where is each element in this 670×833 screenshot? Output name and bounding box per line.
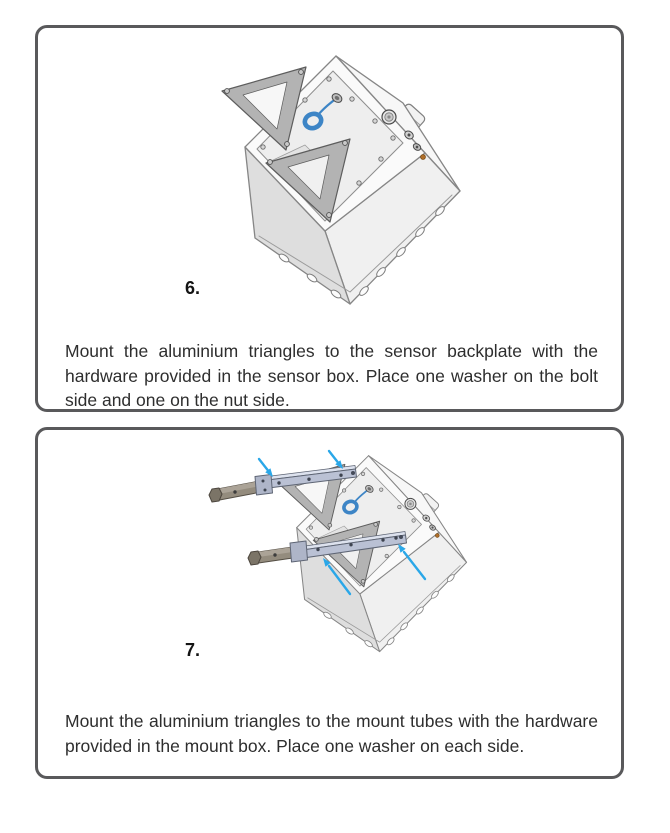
sensor-tubes-illustration (183, 443, 483, 658)
step-number: 7. (185, 640, 201, 660)
direction-arrow-icon (259, 459, 273, 477)
instruction-panel-step-7 (35, 427, 624, 779)
step-caption: Mount the aluminium triangles to the sensor backplate with the hardware provided in the sensor box. Place one washer on the bolt side and one on the nut side. (65, 341, 598, 410)
sensor-triangles-illustration (153, 45, 473, 311)
step-number: 6. (185, 278, 201, 298)
step-caption: Mount the aluminium triangles to the mount tubes with the hardware provided in the mount box. Place one washer on each side. (65, 711, 598, 756)
instruction-panel-step-6 (35, 25, 624, 412)
direction-arrow-icon (329, 451, 343, 469)
